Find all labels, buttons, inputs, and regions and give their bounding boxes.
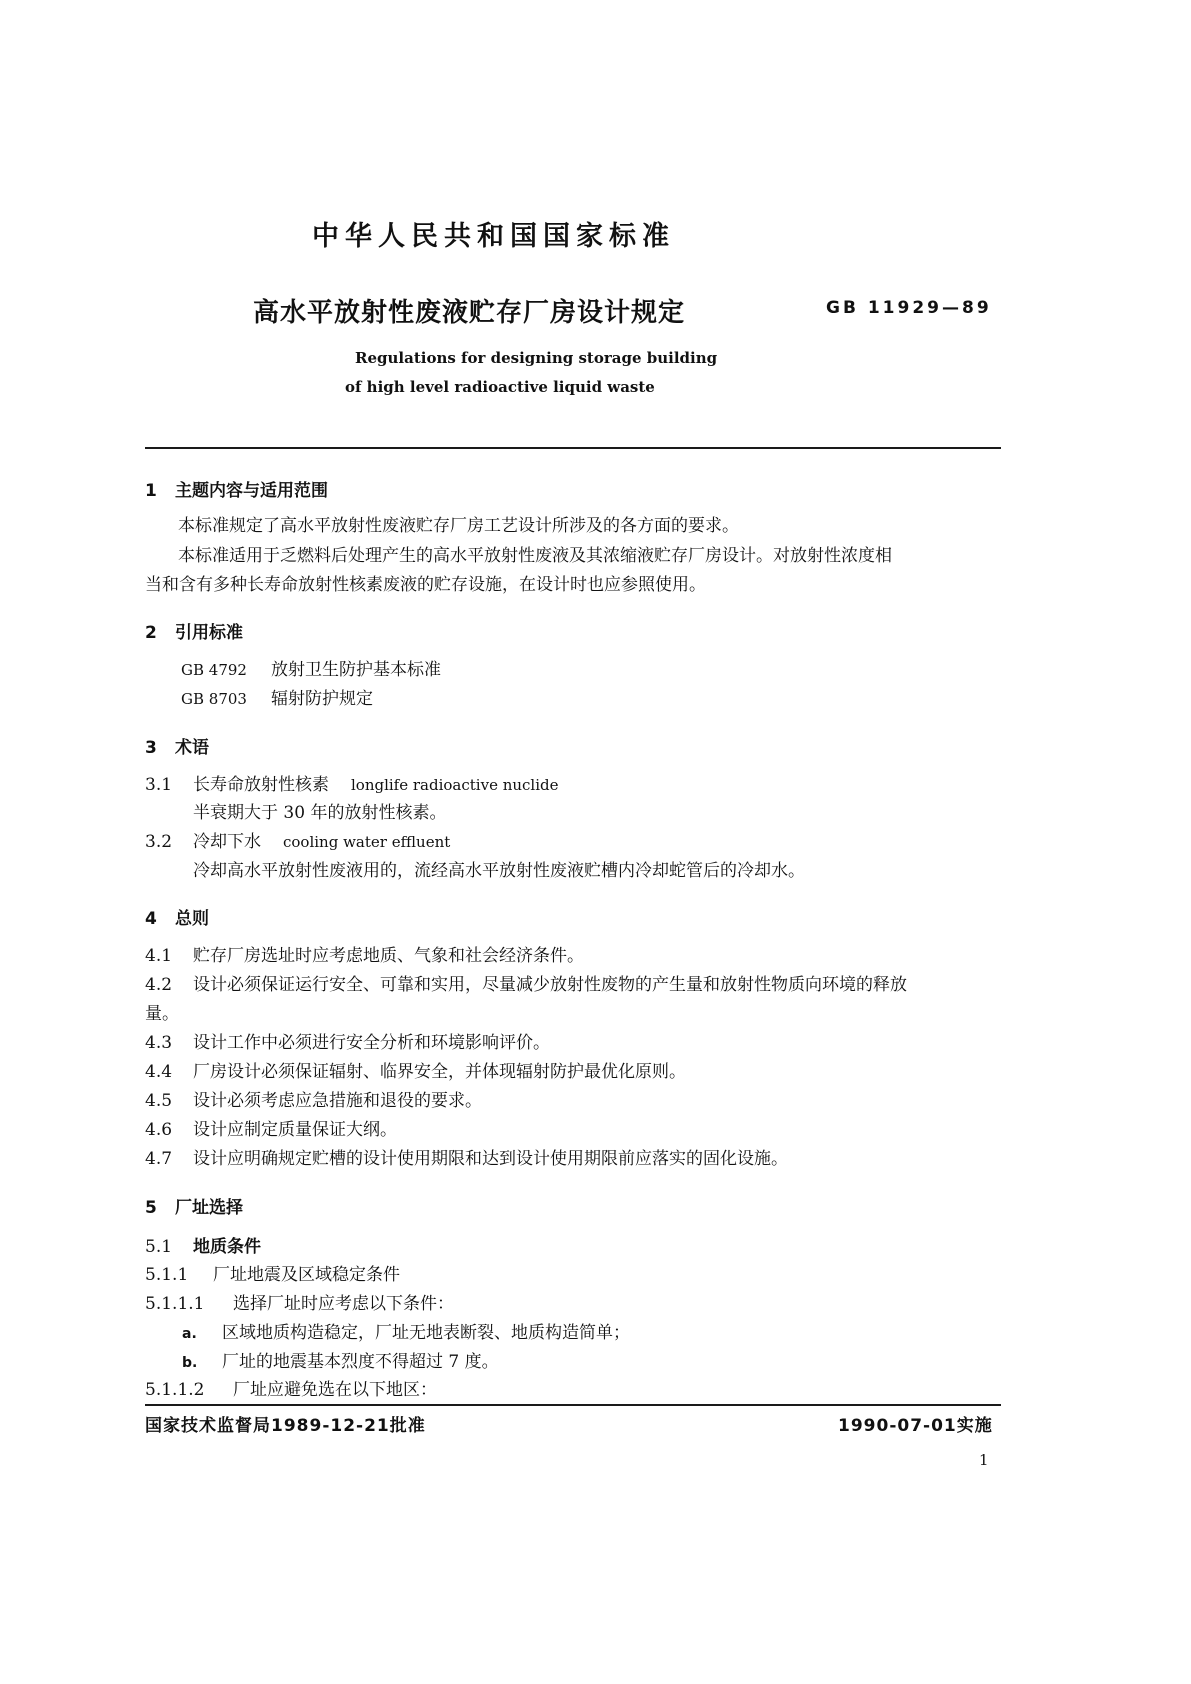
clause-5-1-1-1 <box>145 1293 454 1315</box>
standard-code <box>826 298 992 318</box>
standard-code-prefix: GB <box>826 298 859 318</box>
section-2-title: 引用标准 <box>175 623 243 643</box>
clause-number: 4.7 <box>145 1149 173 1169</box>
subsection-title: 地质条件 <box>193 1237 261 1257</box>
section-5-title: 厂址选择 <box>175 1198 243 1218</box>
clause-number: 4.4 <box>145 1062 173 1082</box>
section-3-heading <box>145 733 209 758</box>
clause-4-6 <box>145 1119 397 1141</box>
list-item-b <box>182 1351 499 1374</box>
list-label: a. <box>182 1326 197 1342</box>
section-1-number: 1 <box>145 481 157 501</box>
clause-number: 4.2 <box>145 975 173 995</box>
clause-text: 设计必须保证运行安全、可靠和实用，尽量减少放射性废物的产生量和放射性物质向环境的释放 <box>193 975 907 995</box>
term-3-2-definition: 冷却高水平放射性废液用的，流经高水平放射性废液贮槽内冷却蛇管后的冷却水。 <box>193 861 805 881</box>
clause-text: 设计应制定质量保证大纲。 <box>193 1120 397 1140</box>
footer-divider <box>145 1404 1001 1406</box>
clause-4-2 <box>145 974 907 996</box>
clause-4-1 <box>145 945 584 967</box>
list-label: b. <box>182 1355 198 1371</box>
subsection-5-1-1 <box>145 1264 400 1286</box>
section-1-paragraph-1: 本标准规定了高水平放射性废液贮存厂房工艺设计所涉及的各方面的要求。 <box>178 516 739 536</box>
section-4-heading <box>145 904 209 929</box>
section-1-paragraph-2-line-2: 当和含有多种长寿命放射性核素废液的贮存设施，在设计时也应参照使用。 <box>145 575 706 595</box>
clause-5-1-1-2 <box>145 1379 437 1401</box>
term-3-1-definition: 半衰期大于 30 年的放射性核素。 <box>193 803 447 823</box>
section-4-title: 总则 <box>175 909 209 929</box>
clause-4-5 <box>145 1090 482 1112</box>
page-number: 1 <box>979 1451 989 1469</box>
section-1-title: 主题内容与适用范围 <box>175 481 328 501</box>
section-5-number: 5 <box>145 1198 157 1218</box>
section-3-title: 术语 <box>175 738 209 758</box>
reference-row-2 <box>181 688 373 710</box>
clause-number: 4.5 <box>145 1091 173 1111</box>
clause-text: 厂房设计必须保证辐射、临界安全，并体现辐射防护最优化原则。 <box>193 1062 686 1082</box>
clause-4-7 <box>145 1148 788 1170</box>
subsection-number: 5.1 <box>145 1237 173 1257</box>
reference-row-1 <box>181 659 441 681</box>
clause-4-3 <box>145 1032 550 1054</box>
english-title-line-2: of high level radioactive liquid waste <box>345 378 655 396</box>
clause-4-4 <box>145 1061 686 1083</box>
clause-text: 厂址应避免选在以下地区： <box>233 1380 437 1400</box>
term-english: cooling water effluent <box>283 833 451 851</box>
document-title: 高水平放射性废液贮存厂房设计规定 <box>253 298 686 328</box>
clause-text: 贮存厂房选址时应考虑地质、气象和社会经济条件。 <box>193 946 584 966</box>
term-number: 3.1 <box>145 775 173 795</box>
clause-text: 设计应明确规定贮槽的设计使用期限和达到设计使用期限前应落实的固化设施。 <box>193 1149 788 1169</box>
clause-text: 设计工作中必须进行安全分析和环境影响评价。 <box>193 1033 550 1053</box>
term-3-2 <box>145 831 450 853</box>
section-1-paragraph-2-line-1: 本标准适用于乏燃料后处理产生的高水平放射性废液及其浓缩液贮存厂房设计。对放射性浓度相 <box>178 546 892 566</box>
clause-number: 4.1 <box>145 946 173 966</box>
clause-number: 5.1.1.1 <box>145 1294 205 1314</box>
term-number: 3.2 <box>145 832 173 852</box>
clause-4-2-continuation: 量。 <box>145 1004 179 1024</box>
section-3-number: 3 <box>145 738 157 758</box>
approval-statement: 国家技术监督局1989-12-21批准 <box>145 1416 426 1436</box>
term-english: longlife radioactive nuclide <box>351 776 559 794</box>
reference-name: 放射卫生防护基本标准 <box>271 660 441 680</box>
national-standard-heading: 中华人民共和国国家标准 <box>312 221 675 252</box>
standard-code-number: 11929—89 <box>867 298 992 318</box>
section-2-heading <box>145 618 243 643</box>
section-4-number: 4 <box>145 909 157 929</box>
clause-number: 5.1.1.2 <box>145 1380 205 1400</box>
clause-text: 选择厂址时应考虑以下条件： <box>233 1294 454 1314</box>
list-text: 厂址的地震基本烈度不得超过 7 度。 <box>222 1352 499 1372</box>
effective-date: 1990-07-01实施 <box>838 1416 993 1436</box>
term-chinese: 长寿命放射性核素 <box>193 775 329 795</box>
clause-number: 4.3 <box>145 1033 173 1053</box>
subsection-number: 5.1.1 <box>145 1265 189 1285</box>
reference-name: 辐射防护规定 <box>271 689 373 709</box>
section-2-number: 2 <box>145 623 157 643</box>
reference-code: GB 4792 <box>181 661 247 679</box>
list-item-a <box>182 1322 630 1345</box>
term-chinese: 冷却下水 <box>193 832 261 852</box>
english-title-line-1: Regulations for designing storage building <box>355 349 718 367</box>
clause-number: 4.6 <box>145 1120 173 1140</box>
term-3-1 <box>145 774 559 796</box>
header-divider <box>145 447 1001 449</box>
clause-text: 设计必须考虑应急措施和退役的要求。 <box>193 1091 482 1111</box>
reference-code: GB 8703 <box>181 690 247 708</box>
list-text: 区域地质构造稳定，厂址无地表断裂、地质构造简单； <box>222 1323 630 1343</box>
subsection-title: 厂址地震及区域稳定条件 <box>213 1265 400 1285</box>
section-5-heading <box>145 1193 243 1218</box>
subsection-5-1 <box>145 1236 261 1258</box>
section-1-heading <box>145 476 328 501</box>
